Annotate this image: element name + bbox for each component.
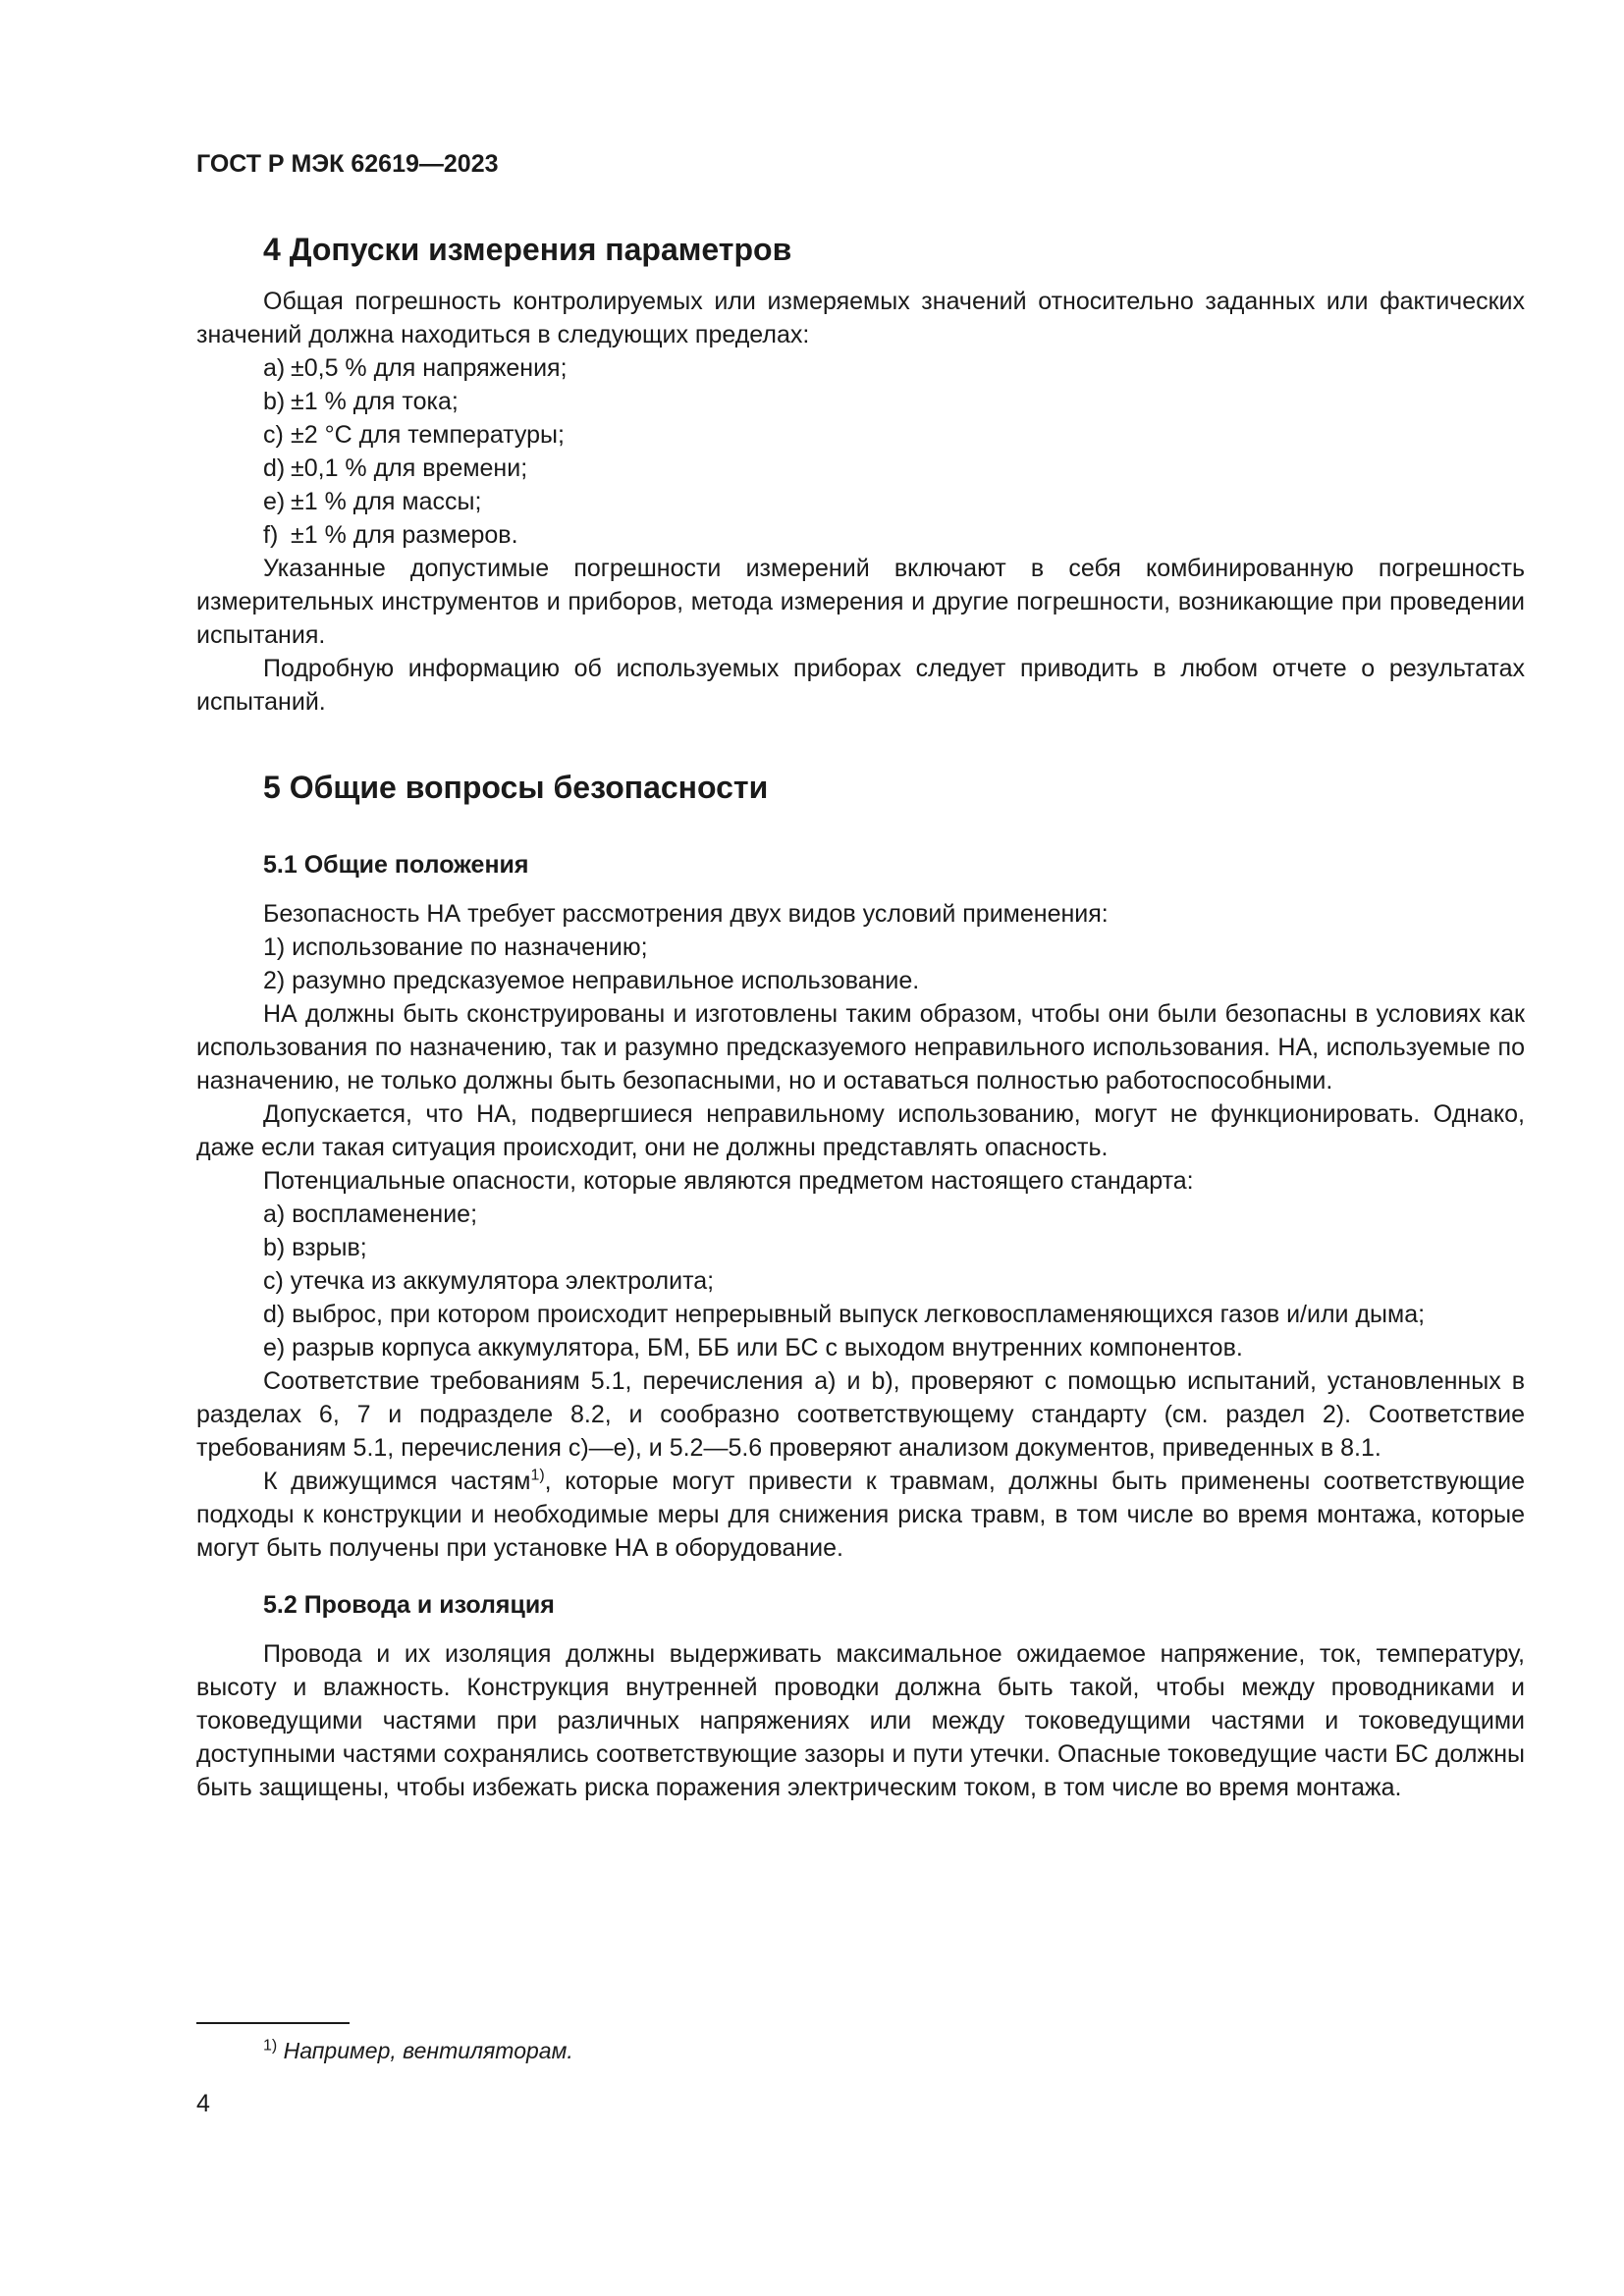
- section-5-title: 5 Общие вопросы безопасности: [263, 770, 769, 805]
- paragraph: НА должны быть сконструированы и изготовлены таким образом, чтобы они были безопасны в условиях как использования по назначению, так и разумно предсказуемого неправильного использования. НА, используемые по назначению, не только должны быть безопасными, но и оставаться полностью работоспособными.: [196, 1000, 1525, 1095]
- section-4-paragraph: Подробную информацию об используемых приборах следует приводить в любом отчете о результатах испытаний.: [196, 655, 1525, 716]
- list-item: e) разрыв корпуса аккумулятора, БМ, ББ или БС с выходом внутренних компонентов.: [263, 1334, 1243, 1362]
- list-item: c) утечка из аккумулятора электролита;: [263, 1267, 715, 1295]
- page-content: [196, 147, 1525, 1804]
- subsection-5-2-title: 5.2 Провода и изоляция: [263, 1591, 555, 1619]
- paragraph: К движущимся частям$^{1)}$, которые могут привести к травмам, должны быть применены соответствующие подходы к конструкции и необходимые меры для снижения риска травм, в том числе во время монтажа, которые могут быть получены при установке НА в оборудование.: [196, 1467, 1525, 1562]
- list-item: c) ±2 °С для температуры;: [263, 421, 565, 449]
- list-item: b) взрыв;: [263, 1234, 367, 1261]
- list-item: 1) использование по назначению;: [263, 934, 648, 961]
- list-item: b) ±1 % для тока;: [263, 388, 459, 415]
- list-item: d) выброс, при котором происходит непрерывный выпуск легковоспламеняющихся газов и/или дыма;: [263, 1301, 1426, 1328]
- page-number: 4: [196, 2090, 210, 2117]
- list-item: e) ±1 % для массы;: [263, 488, 482, 515]
- list-item: d) ±0,1 % для времени;: [263, 454, 528, 482]
- document-header: ГОСТ Р МЭК 62619—2023: [196, 150, 499, 178]
- footnote-reference[interactable]: 1): [530, 1467, 545, 1484]
- subsection-5-1-title: 5.1 Общие положения: [263, 851, 529, 879]
- paragraph: Соответствие требованиям 5.1, перечисления а) и b), проверяют с помощью испытаний, установленных в разделах 6, 7 и подразделе 8.2, и сообразно соответствующему стандарту (см. раздел 2). Соответствие требованиям 5.1, перечисления c)—e), и 5.2—5.6 проверяют анализом документов, приведенных в 8.1.: [196, 1367, 1525, 1462]
- section-4-title: 4 Допуски измерения параметров: [263, 232, 792, 267]
- paragraph: Допускается, что НА, подвергшиеся неправильному использованию, могут не функционировать. Однако, даже если такая ситуация происходит, они не должны представлять опасность.: [196, 1100, 1525, 1161]
- section-4-intro: Общая погрешность контролируемых или измеряемых значений относительно заданных или фактических значений должна находиться в следующих пределах:: [196, 288, 1525, 348]
- paragraph: Потенциальные опасности, которые являются предметом настоящего стандарта:: [263, 1167, 1194, 1195]
- paragraph: Провода и их изоляция должны выдерживать максимальное ожидаемое напряжение, ток, температуру, высоту и влажность. Конструкция внутренней проводки должна быть такой, чтобы между проводниками и токоведущими частями при различных напряжениях или между токоведущими частями и токоведущими доступными частями сохранялись соответствующие зазоры и пути утечки. Опасные токоведущие части БС должны быть защищены, чтобы избежать риска поражения электрическим током, в том числе во время монтажа.: [196, 1640, 1525, 1801]
- footnote: $^{1)}$ Например, вентиляторам.: [263, 2037, 573, 2063]
- section-4-paragraph: Указанные допустимые погрешности измерений включают в себя комбинированную погрешность измерительных инструментов и приборов, метода измерения и другие погрешности, возникающие при проведении испытания.: [196, 555, 1525, 649]
- list-item: f) ±1 % для размеров.: [263, 521, 518, 549]
- list-item: а) воспламенение;: [263, 1201, 478, 1228]
- footnote-divider: [196, 2022, 350, 2024]
- paragraph: Безопасность НА требует рассмотрения двух видов условий применения:: [263, 900, 1109, 928]
- list-item: а) ±0,5 % для напряжения;: [263, 354, 568, 382]
- list-item: 2) разумно предсказуемое неправильное использование.: [263, 967, 920, 994]
